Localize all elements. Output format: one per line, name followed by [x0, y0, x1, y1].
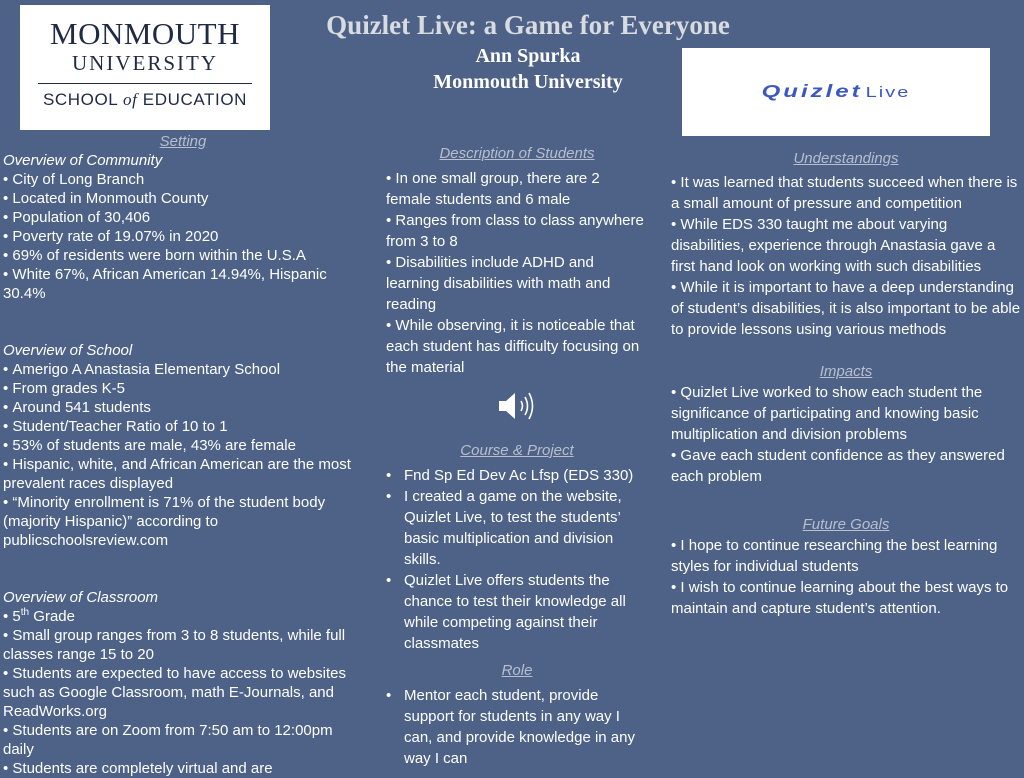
list-item: • Amerigo A Anastasia Elementary School — [3, 360, 363, 379]
students-heading: Description of Students — [439, 145, 595, 162]
logo-divider — [38, 83, 252, 84]
logo-line-university: UNIVERSITY — [72, 51, 218, 75]
poster-title: Quizlet Live: a Game for Everyone — [326, 10, 730, 40]
list-item: • I created a game on the website, Quizlet Live, to test the students’ basic multiplication and division skills. — [386, 486, 648, 570]
setting-section — [3, 132, 363, 778]
list-item: • Mentor each student, provide support for students in any way I can, and provide knowledge in any way I can — [386, 685, 648, 769]
logo-line-school: SCHOOL of EDUCATION — [42, 90, 248, 109]
list-item: • City of Long Branch — [3, 170, 363, 189]
list-item: • Quizlet Live offers students the chance to test their knowledge all while competing against their classmates — [386, 570, 648, 654]
list-item: • Fnd Sp Ed Dev Ac Lfsp (EDS 330) — [386, 465, 648, 486]
list-item: • While observing, it is noticeable that each student has difficulty focusing on the material — [386, 315, 648, 378]
list-item: • From grades K-5 — [3, 379, 363, 398]
list-item: • Poverty rate of 19.07% in 2020 — [3, 227, 363, 246]
list-item: • Disabilities include ADHD and learning disabilities with math and reading — [386, 252, 648, 315]
school-title: Overview of School — [3, 342, 133, 359]
classroom-title: Overview of Classroom — [3, 589, 159, 606]
monmouth-logo — [20, 5, 270, 130]
list-item: • While it is important to have a deep understanding of student’s disabilities, it is also important to be able to provide lessons using various methods — [671, 277, 1021, 340]
right-column — [671, 148, 1021, 619]
list-item: • Students are on Zoom from 7:50 am to 12:00pm daily — [3, 721, 363, 759]
list-item: • Small group ranges from 3 to 8 students, while full classes range 15 to 20 — [3, 626, 363, 664]
list-item: • Students are completely virtual and are — [3, 759, 363, 778]
list-item: • Around 541 students — [3, 398, 363, 417]
list-item: • 5th Grade — [3, 607, 363, 626]
understandings-heading: Understandings — [793, 150, 899, 167]
role-heading: Role — [501, 662, 533, 679]
list-item: • Student/Teacher Ratio of 10 to 1 — [3, 417, 363, 436]
list-item: • I wish to continue learning about the best ways to maintain and capture student’s attention. — [671, 577, 1021, 619]
list-item: • 53% of students are male, 43% are female — [3, 436, 363, 455]
speaker-icon[interactable] — [495, 388, 539, 424]
list-item: • Located in Monmouth County — [3, 189, 363, 208]
list-item: • In one small group, there are 2 female students and 6 male — [386, 168, 648, 210]
quizlet-live-logo: Quizlet Live — [682, 48, 990, 136]
poster-affiliation: Monmouth University — [433, 71, 623, 93]
list-item: • “Minority enrollment is 71% of the student body (majority Hispanic)” according to publicschoolsreview.com — [3, 493, 363, 550]
future-goals-heading: Future Goals — [802, 516, 890, 533]
poster-author: Ann Spurka — [475, 45, 581, 67]
list-item: • Hispanic, white, and African American are the most prevalent races displayed — [3, 455, 363, 493]
list-item: • Ranges from class to class anywhere from 3 to 8 — [386, 210, 648, 252]
impacts-heading: Impacts — [819, 363, 873, 380]
setting-heading: Setting — [159, 133, 207, 150]
list-item: • Quizlet Live worked to show each student the significance of participating and knowing basic multiplication and division problems — [671, 382, 1021, 445]
list-item: • Students are expected to have access to websites such as Google Classroom, math E-Journals, and ReadWorks.org — [3, 664, 363, 721]
center-column — [386, 143, 648, 769]
list-item: • Gave each student confidence as they answered each problem — [671, 445, 1021, 487]
list-item: • 69% of residents were born within the U.S.A — [3, 246, 363, 265]
list-item: • White 67%, African American 14.94%, Hispanic 30.4% — [3, 265, 363, 303]
list-item: • While EDS 330 taught me about varying disabilities, experience through Anastasia gave a first hand look on working with such disabilities — [671, 214, 1021, 277]
list-item: • It was learned that students succeed when there is a small amount of pressure and competition — [671, 172, 1021, 214]
logo-line-monmouth: MONMOUTH — [50, 16, 240, 51]
list-item: • Population of 30,406 — [3, 208, 363, 227]
community-title: Overview of Community — [3, 152, 163, 169]
course-heading: Course & Project — [460, 442, 574, 459]
list-item: • I hope to continue researching the best learning styles for individual students — [671, 535, 1021, 577]
